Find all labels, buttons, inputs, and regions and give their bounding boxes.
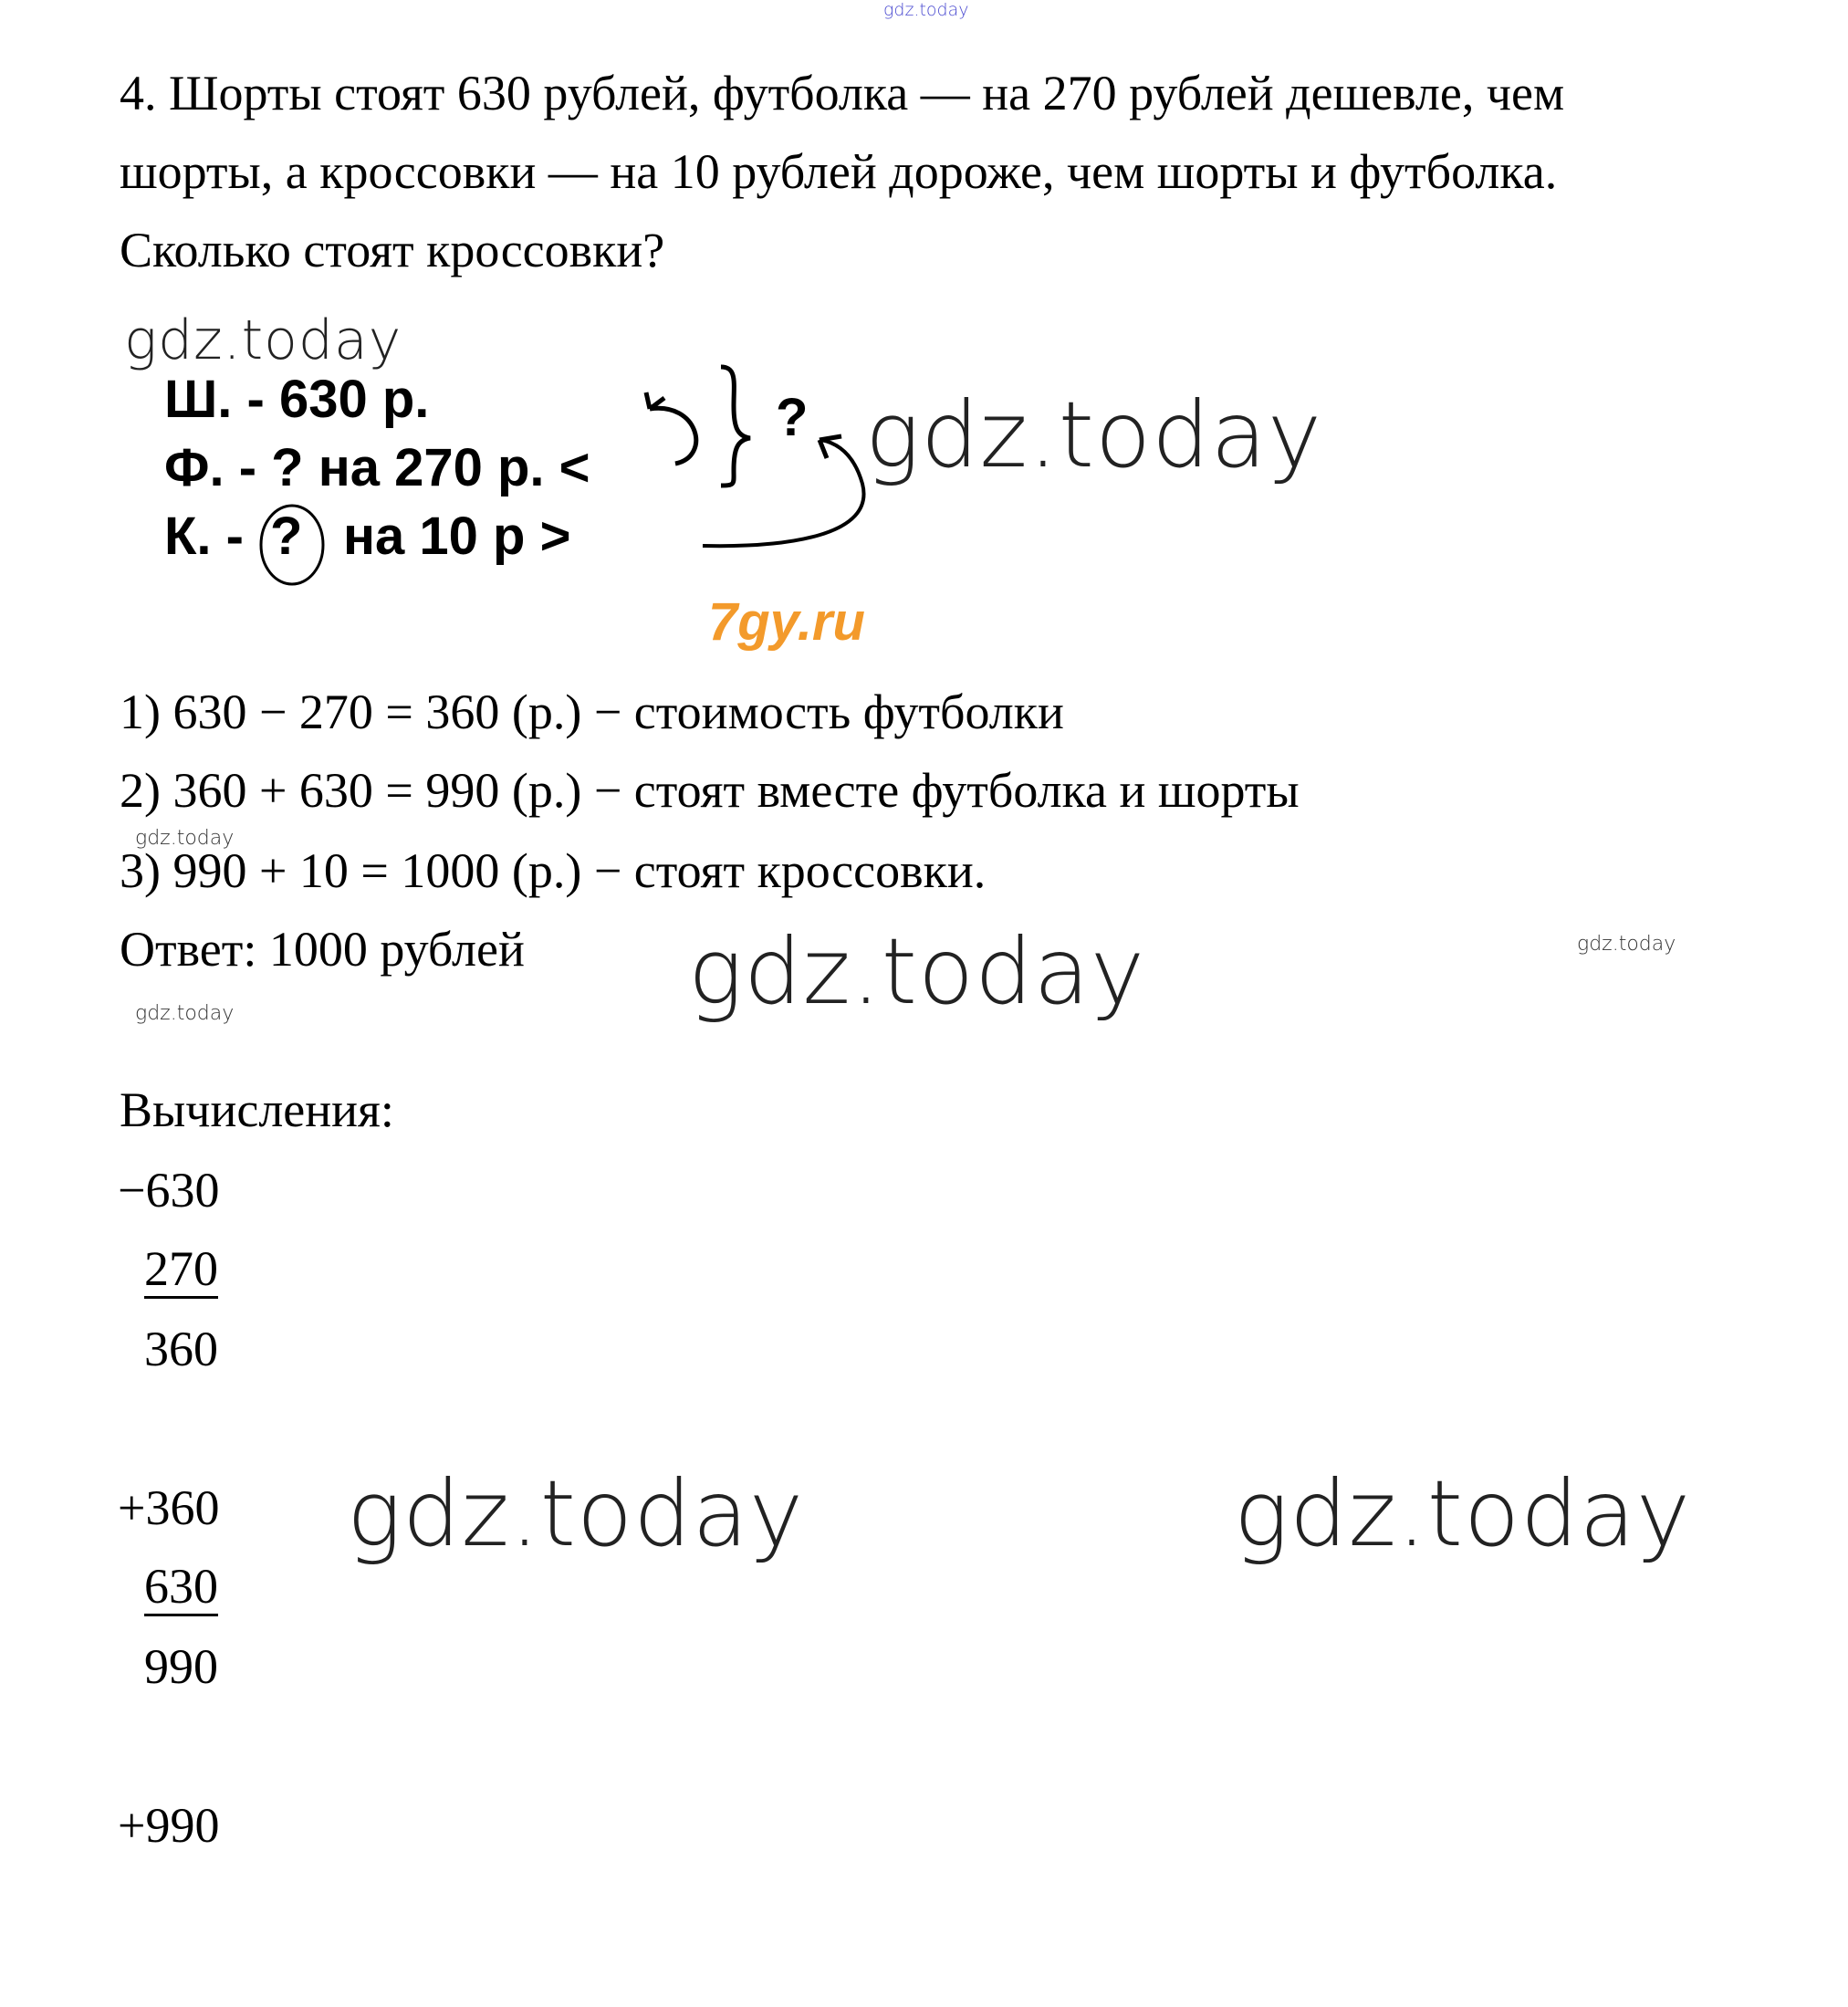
calc2-result: 990 [144, 1639, 218, 1694]
calc3-top: +990 [118, 1798, 220, 1853]
scheme-brace-question: ? [776, 388, 809, 447]
watermark-scheme-right: gdz.today [865, 382, 1323, 488]
long-curved-arrow [703, 440, 864, 546]
watermark-small-2: gdz.today [135, 1002, 235, 1025]
solution-step-2: 2) 360 + 630 = 990 (р.) − стоят вместе футболка и шорты [120, 763, 1300, 818]
question-circle [261, 506, 323, 584]
site-logo-7gy: 7gy.ru [708, 592, 865, 652]
solution-step-1: 1) 630 − 270 = 360 (р.) − стоимость футболки [120, 685, 1064, 739]
scheme-row-tshirt: Ф. - ? на 270 р. < [164, 438, 590, 497]
calc2-addend [144, 1559, 218, 1614]
scheme-row-shorts: Ш. - 630 р. [164, 370, 430, 429]
watermark-bottom-right: gdz.today [1234, 1460, 1692, 1567]
solution-step-3: 3) 990 + 10 = 1000 (р.) − стоят кроссовки. [120, 843, 987, 898]
small-curved-arrow [646, 392, 696, 464]
calc2-addend-value: 630 [144, 1559, 218, 1616]
problem-line-2: шорты, а кроссовки — на 10 рублей дороже, чем шорты и футболка. [120, 144, 1558, 199]
watermark-small-1: gdz.today [135, 827, 235, 850]
calc1-top: −630 [118, 1163, 220, 1218]
calculations-heading: Вычисления: [120, 1082, 394, 1137]
calc1-result: 360 [144, 1322, 218, 1376]
watermark-small-right: gdz.today [1577, 933, 1676, 956]
answer-line: Ответ: 1000 рублей [120, 922, 525, 977]
calc1-subtrahend [144, 1241, 218, 1296]
calc2-top: +360 [118, 1480, 220, 1535]
scheme-row-sneakers-label: К. - [164, 507, 244, 566]
scheme-row-sneakers-question: ? [270, 507, 303, 566]
calc1-subtrahend-value: 270 [144, 1241, 218, 1299]
watermark-top: gdz.today [883, 0, 969, 20]
scheme-row-sneakers-rest: на 10 р > [343, 507, 571, 566]
problem-line-1: 4. Шорты стоят 630 рублей, футболка — на 270 рублей дешевле, чем [120, 66, 1565, 120]
watermark-answer: gdz.today [688, 918, 1146, 1025]
watermark-scheme-left: gdz.today [124, 308, 402, 372]
curly-brace [721, 367, 750, 486]
problem-line-3: Сколько стоят кроссовки? [120, 223, 665, 277]
watermark-bottom-left: gdz.today [347, 1460, 805, 1567]
